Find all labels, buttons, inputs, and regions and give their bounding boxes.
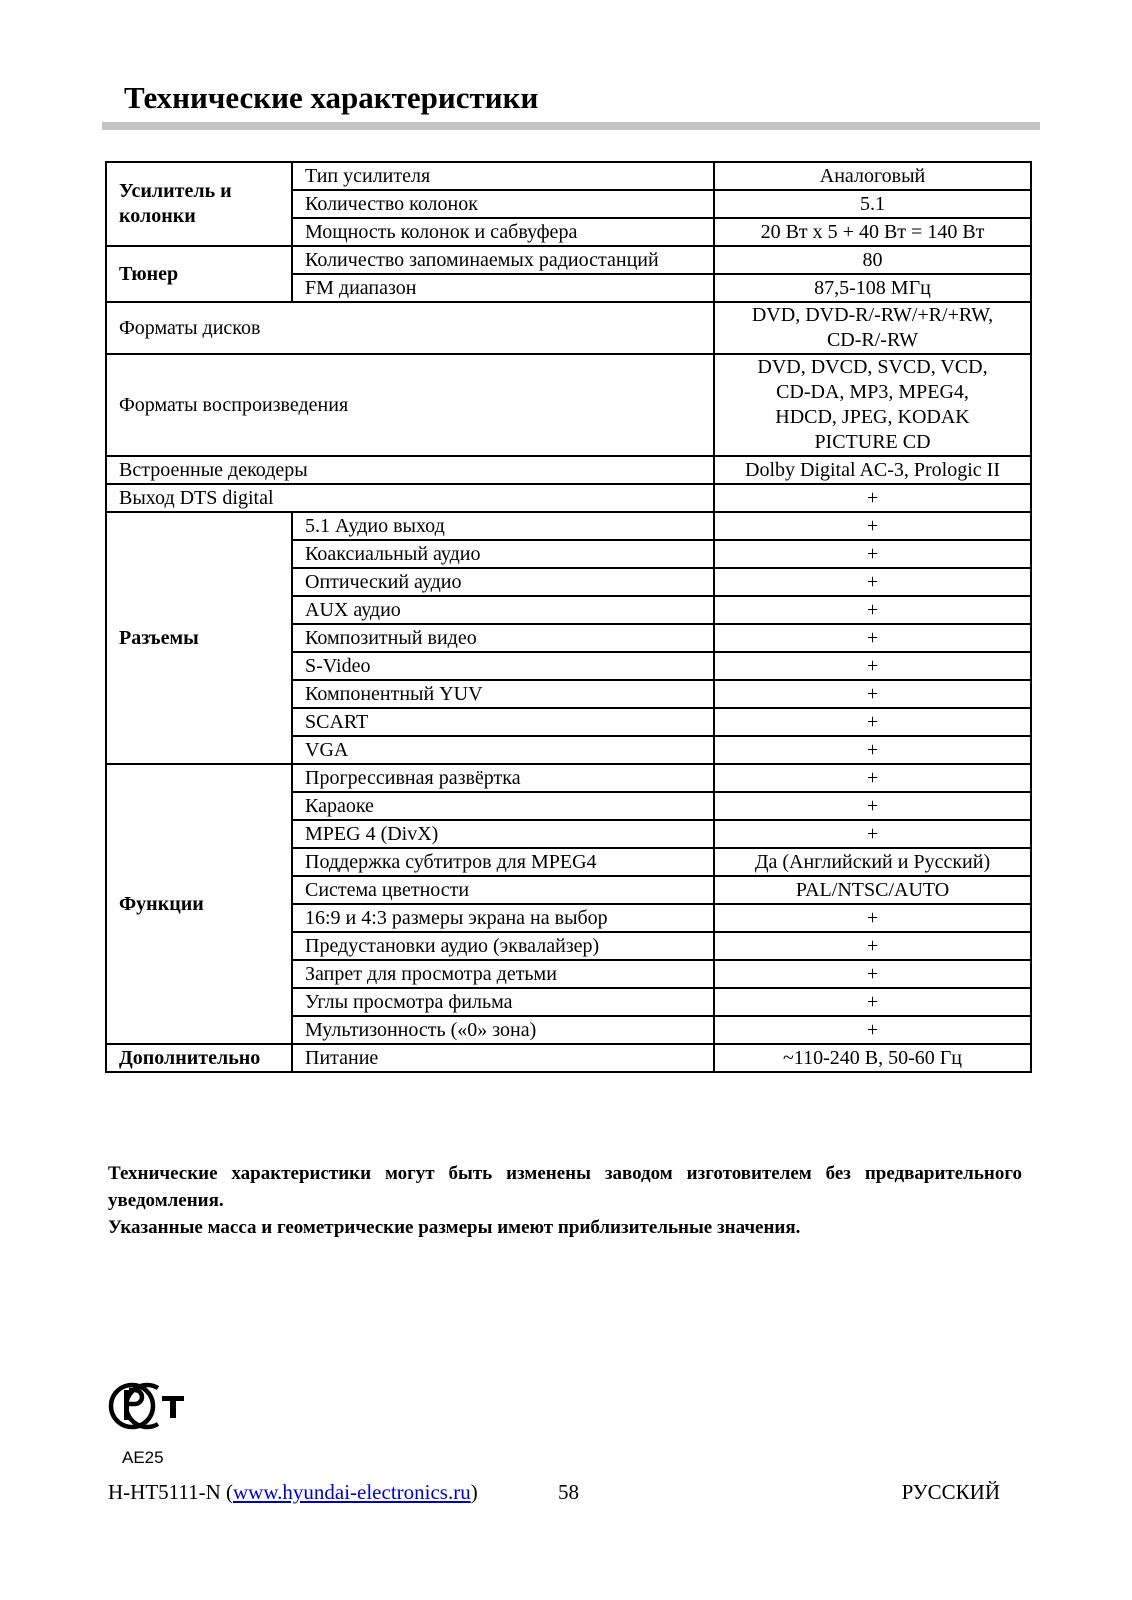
category-functions: Функции <box>106 764 292 1044</box>
table-row <box>106 512 1031 540</box>
dimensions-note: Указанные масса и геометрические размеры имеют приблизительные значения. <box>108 1217 801 1238</box>
value-line: DVD, DVCD, SVCD, VCD, <box>757 356 988 378</box>
disclaimer-note: Технические характеристики могут быть изменены заводом изготовителем без предварительного уведомления. <box>108 1163 1022 1211</box>
value-cell: Аналоговый <box>714 162 1031 190</box>
value-cell: + <box>714 652 1031 680</box>
value-cell: + <box>714 904 1031 932</box>
value-cell: + <box>714 932 1031 960</box>
param-cell: Запрет для просмотра детьми <box>292 960 714 988</box>
value-cell-playback-formats <box>714 354 1031 456</box>
title-underline <box>102 122 1040 130</box>
category-connectors: Разъемы <box>106 512 292 764</box>
param-cell: 16:9 и 4:3 размеры экрана на выбор <box>292 904 714 932</box>
param-cell: S-Video <box>292 652 714 680</box>
rst-certification-logo <box>108 1378 188 1434</box>
param-cell: Количество запоминаемых радиостанций <box>292 246 714 274</box>
param-cell-decoders: Встроенные декодеры <box>106 456 714 484</box>
table-row <box>106 246 1031 274</box>
table-row <box>106 456 1031 484</box>
value-cell: 87,5-108 МГц <box>714 274 1031 302</box>
page-footer <box>108 1478 1000 1506</box>
param-cell: AUX аудио <box>292 596 714 624</box>
value-cell: 80 <box>714 246 1031 274</box>
param-cell: Углы просмотра фильма <box>292 988 714 1016</box>
value-cell: + <box>714 736 1031 764</box>
certification-code: АЕ25 <box>122 1448 164 1467</box>
value-cell: Dolby Digital AC-3, Prologic II <box>714 456 1031 484</box>
param-cell: MPEG 4 (DivX) <box>292 820 714 848</box>
value-cell: + <box>714 540 1031 568</box>
param-cell: 5.1 Аудио выход <box>292 512 714 540</box>
value-cell: + <box>714 708 1031 736</box>
category-tuner: Тюнер <box>106 246 292 302</box>
value-line: CD-R/-RW <box>826 329 919 351</box>
page-title: Технические характеристики <box>124 80 539 115</box>
param-cell-playback-formats: Форматы воспроизведения <box>106 354 714 456</box>
value-line: HDCD, JPEG, KODAK <box>775 406 970 428</box>
param-cell: Количество колонок <box>292 190 714 218</box>
value-cell: PAL/NTSC/AUTO <box>714 876 1031 904</box>
footer-model <box>108 1478 478 1506</box>
spec-table <box>105 161 1032 1073</box>
value-cell-disc-formats <box>714 302 1031 354</box>
table-row <box>106 302 1031 354</box>
table-row <box>106 162 1031 190</box>
value-line: DVD, DVD-R/-RW/+R/+RW, <box>751 304 994 326</box>
param-cell: Компонентный YUV <box>292 680 714 708</box>
value-cell: + <box>714 624 1031 652</box>
param-cell: Питание <box>292 1044 714 1072</box>
param-cell: Поддержка субтитров для MPEG4 <box>292 848 714 876</box>
value-cell: 5.1 <box>714 190 1031 218</box>
page-number: 58 <box>558 1480 579 1504</box>
param-cell-dts: Выход DTS digital <box>106 484 714 512</box>
table-row <box>106 484 1031 512</box>
table-row <box>106 1044 1031 1072</box>
category-amplifier: Усилитель и колонки <box>106 162 292 246</box>
param-cell: Коаксиальный аудио <box>292 540 714 568</box>
value-cell: + <box>714 484 1031 512</box>
param-cell-disc-formats: Форматы дисков <box>106 302 714 354</box>
value-cell: + <box>714 680 1031 708</box>
param-cell: Оптический аудио <box>292 568 714 596</box>
value-cell: + <box>714 960 1031 988</box>
value-cell: + <box>714 1016 1031 1044</box>
value-cell: Да (Английский и Русский) <box>714 848 1031 876</box>
param-cell: VGA <box>292 736 714 764</box>
value-line: CD-DA, MP3, MPEG4, <box>776 381 969 403</box>
table-row <box>106 764 1031 792</box>
param-cell: Мультизонность («0» зона) <box>292 1016 714 1044</box>
param-cell: Караоке <box>292 792 714 820</box>
value-cell: ~110-240 В, 50-60 Гц <box>714 1044 1031 1072</box>
value-cell: + <box>714 820 1031 848</box>
model-close: ) <box>470 1480 478 1504</box>
param-cell: Прогрессивная развёртка <box>292 764 714 792</box>
value-cell: + <box>714 792 1031 820</box>
table-row <box>106 354 1031 456</box>
param-cell: Предустановки аудио (эквалайзер) <box>292 932 714 960</box>
category-additional: Дополнительно <box>106 1044 292 1072</box>
param-cell: Система цветности <box>292 876 714 904</box>
param-cell: Тип усилителя <box>292 162 714 190</box>
value-cell: + <box>714 512 1031 540</box>
footer-language: РУССКИЙ <box>901 1480 1000 1504</box>
value-cell: + <box>714 596 1031 624</box>
website-link[interactable]: www.hyundai-electronics.ru <box>233 1480 471 1504</box>
param-cell: Мощность колонок и сабвуфера <box>292 218 714 246</box>
value-line: PICTURE CD <box>814 431 931 453</box>
value-cell: + <box>714 988 1031 1016</box>
model-name: H-HT5111-N ( <box>108 1480 233 1504</box>
value-cell: + <box>714 764 1031 792</box>
param-cell: Композитный видео <box>292 624 714 652</box>
value-cell: 20 Вт х 5 + 40 Вт = 140 Вт <box>714 218 1031 246</box>
param-cell: SCART <box>292 708 714 736</box>
value-cell: + <box>714 568 1031 596</box>
param-cell: FM диапазон <box>292 274 714 302</box>
